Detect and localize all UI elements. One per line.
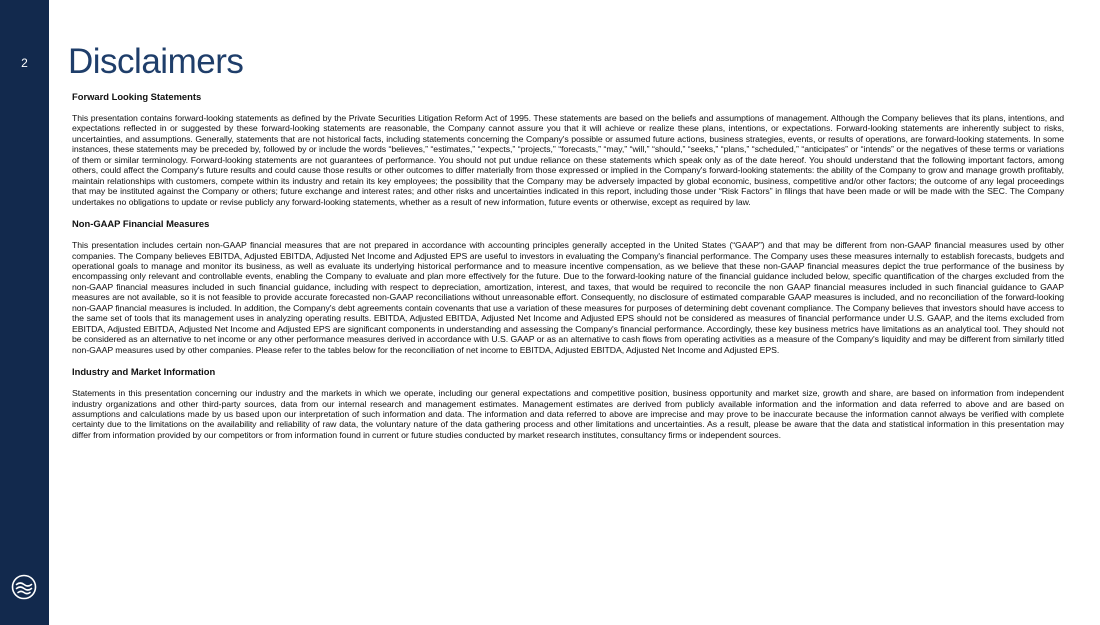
- section-heading: Forward Looking Statements: [72, 91, 202, 102]
- forward-looking-section: [72, 91, 1064, 207]
- industry-market-section: [72, 366, 1064, 440]
- sidebar: [0, 0, 49, 625]
- section-heading: Industry and Market Information: [72, 366, 216, 378]
- page-title: Disclaimers: [68, 42, 244, 81]
- page-number: 2: [21, 56, 28, 70]
- wave-circle-logo-icon: [11, 574, 37, 600]
- slide-content: [68, 38, 1064, 451]
- section-heading: Non-GAAP Financial Measures: [72, 218, 210, 230]
- non-gaap-section: [72, 218, 1064, 355]
- section-body: This presentation contains forward-looking statements as defined by the Private Securities Litigation Reform Act of 1995. These statements are based on the beliefs and assumptions of management. Although the Company believes that its plans, intentions, and expectations reflected in or suggested by these forward-looking statements are reasonable, the Company cannot assure you that it will achieve or realize these plans, intentions, or expectations. Forward-looking statements are inherently subject to risks, uncertainties, and assumptions. Generally, statements that are not historical facts, including statements concerning the Company's possible or assumed future actions, business strategies, events, or results of operations, are forward-looking statements. In some instances, these statements may be preceded by, followed by or include the words “believes,” “estimates,” “expects,” “projects,” “forecasts,” “may,” “will,” “should,” “seeks,” “plans,” “scheduled,” “anticipates” or “intends” or the negatives of these terms or variations of them or similar terminology. Forward-looking statements are not guarantees of performance. You should not put undue reliance on these statements which speak only as of the date hereof. You should understand that the following important factors, among others, could affect the Company's future results and could cause those results or other outcomes to differ materially from those expressed or implied in the Company's forward-looking statements: the ability of the Company to grow and manage growth profitably, maintain relationships with customers, compete within its industry and retain its key employees; the possibility that the Company may be adversely impacted by global economic, business, competitive and/or other factors; the outcome of any legal proceedings that may be instituted against the Company or others; future exchange and interest rates; and other risks and uncertainties indicated in this report, including those under “Risk Factors” in filings that have been made or will be made with the SEC. The Company undertakes no obligations to update or revise publicly any forward-looking statements, whether as a result of new information, future events or otherwise, except as required by law.: [72, 113, 1064, 207]
- section-body: This presentation includes certain non-GAAP financial measures that are not prepared in accordance with accounting principles generally accepted in the United States (“GAAP”) and that may be different from non-GAAP financial measures used by other companies. The Company believes EBITDA, Adjusted EBITDA, Adjusted Net Income and Adjusted EPS are useful to investors in evaluating the Company's financial performance. The Company uses these measures internally to establish forecasts, budgets and operational goals to manage and monitor its business, as well as evaluate its underlying historical performance and to measure incentive compensation, as we believe that these non-GAAP financial measures depict the true performance of the business by encompassing only relevant and controllable events, enabling the Company to evaluate and plan more effectively for the future. Due to the forward-looking nature of the financial guidance included below, specific quantification of the charges excluded from the non-GAAP financial measures included in such financial guidance, including with respect to depreciation, amortization, interest, and taxes, that would be required to reconcile the non GAAP financial measures included in such financial guidance to GAAP measures are not available, so it is not feasible to provide accurate forecasted non-GAAP reconciliations without unreasonable effort. Consequently, no disclosure of estimated comparable GAAP measures is included, and no reconciliation of the forward-looking non-GAAP financial measures is included. In addition, the Company's debt agreements contain covenants that use a variation of these measures for purposes of determining debt covenant compliance. The Company believes that investors should have access to the same set of tools that its management uses in analyzing operating results. EBITDA, Adjusted EBITDA, Adjusted Net Income and Adjusted EPS should not be considered as measures of financial performance under U.S. GAAP, and the items excluded from EBITDA, Adjusted EBITDA, Adjusted Net Income and Adjusted EPS are significant components in understanding and assessing the Company's financial performance. Accordingly, these key business metrics have limitations as an analytical tool. They should not be considered as an alternative to net income or any other performance measures derived in accordance with U.S. GAAP or as an alternative to cash flows from operating activities as a measure of the Company's liquidity and may be different from similarly titled non-GAAP measures used by other companies. Please refer to the tables below for the reconciliation of net income to EBITDA, Adjusted EBITDA, Adjusted Net Income and Adjusted EPS.: [72, 240, 1064, 355]
- section-body: Statements in this presentation concerning our industry and the markets in which we operate, including our general expectations and competitive position, business opportunity and market size, growth and share, are based on information from independent industry organizations and other third-party sources, data from our internal research and management estimates. Management estimates are derived from publicly available information and the information and data referred to above and are based on assumptions and calculations made by us based upon our interpretation of such information and data. The information and data referred to above are imprecise and may prove to be inaccurate because the information cannot always be verified with complete certainty due to the limitations on the availability and reliability of raw data, the voluntary nature of the data gathering process and other limitations and uncertainties. As a result, please be aware that the data and statistical information in this presentation may differ from information provided by our competitors or from information found in current or future studies conducted by market research institutes, consultancy firms or independent sources.: [72, 388, 1064, 440]
